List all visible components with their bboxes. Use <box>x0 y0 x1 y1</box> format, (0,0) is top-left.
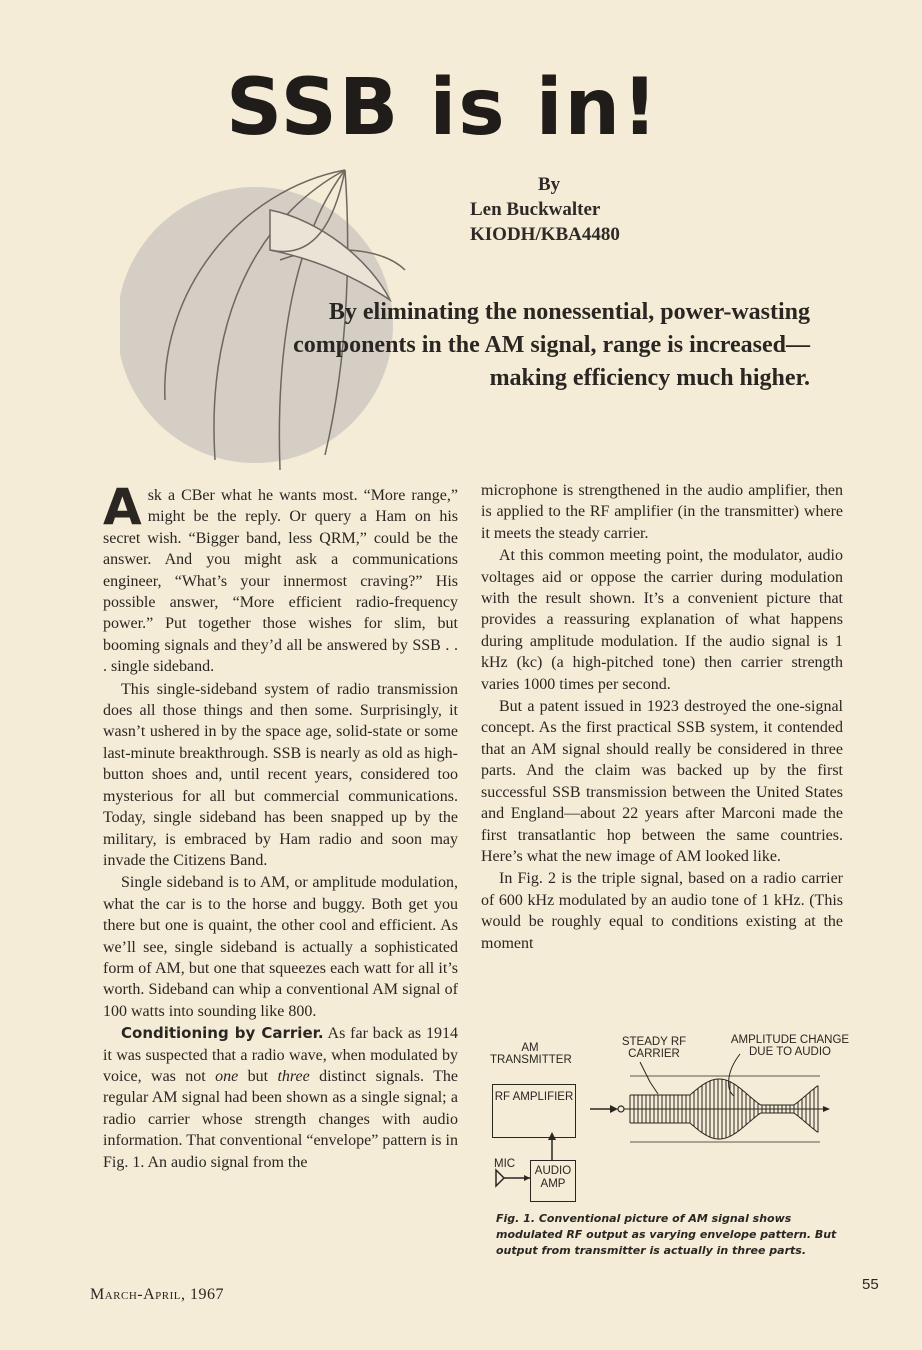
steady-rf-label: STEADY RF CARRIER <box>621 1036 687 1060</box>
am-transmitter-label: AM TRANSMITTER <box>490 1042 572 1066</box>
paragraph: At this common meeting point, the modulator, audio voltages aid or oppose the carrier during modulation with the result shown. It’s a convenient picture that provides a reassuring explanation of what happens during amplitude modulation. If the audio signal is 1 kHz (kc) (a high-pitched tone) then carrier strength varies 1000 times per second. <box>481 547 843 693</box>
am-envelope-waveform-icon <box>490 1032 850 1207</box>
paragraph: Ask a CBer what he wants most. “More range,” might be the reply. Or query a Ham on his secret wish. “Bigger band, less QRM,” could be the answer. And you might ask a communications engineer, “What’s your innermost craving?” His possible answer, “More efficient radio-frequency power.” Put together those wishes for slim, but booming signals and they’d all be answered by SSB . . . single sideband. <box>103 478 458 676</box>
paragraph: Conditioning by Carrier. As far back as 1914 it was suspected that a radio wave, when modulated by voice, was not one but three distinct signals. The regular AM signal had been shown as a single signal; a radio carrier whose strength changes with audio information. That conventional “envelope” pattern is in Fig. 1. An audio signal from the <box>103 1024 458 1171</box>
section-runin-heading: Conditioning by Carrier. <box>121 1024 324 1043</box>
body-column-right <box>481 480 843 955</box>
byline-by: By <box>538 174 561 195</box>
body-column-left <box>103 478 458 1174</box>
byline <box>470 172 730 247</box>
paragraph: Single sideband is to AM, or amplitude modulation, what the car is to the horse and buggy. Both get you there but one is quaint, the other cool and efficient. As we’ll see, single sideband is actually a sophisticated form of AM, but one that squeezes each watt for all it’s worth. Sideband can whip a conventional AM signal of 100 watts into sounding like 800. <box>103 874 458 1020</box>
paragraph: This single-sideband system of radio transmission does all those things and then some. Surprisingly, it wasn’t ushered in by the space age, solid-state or some last-minute breakthrough. SSB is nearly as old as high-button shoes and, until recent years, considered too mysterious for all but commercial communications. Today, single sideband has been snapped up by the military, is embraced by Ham radio and soon may invade the Citizens Band. <box>103 680 458 869</box>
byline-callsign: KIODH/KBA4480 <box>470 224 620 245</box>
rf-amplifier-box: RF AMPLIFIER <box>492 1084 576 1138</box>
issue-date: March-April, 1967 <box>90 1286 225 1303</box>
byline-author: Len Buckwalter <box>470 199 601 220</box>
figure-1-diagram <box>490 1032 850 1207</box>
paragraph: But a patent issued in 1923 destroyed the one-signal concept. As the first practical SSB system, it contended that an AM signal should really be considered in three parts. And the claim was backed up by the first successful SSB transmission between the United States and England—about 22 years after Marconi made the first transatlantic hop between the same countries. Here’s what the new image of AM looked like. <box>481 698 843 865</box>
drop-cap: A <box>103 478 142 536</box>
article-title: SSB is in! <box>226 63 660 153</box>
article-deck: By eliminating the nonessential, power-wasting components in the AM signal, range is increased—making efficiency much higher. <box>293 299 810 391</box>
audio-amp-box: AUDIO AMP <box>530 1160 576 1202</box>
figure-caption: Fig. 1. Conventional picture of AM signal shows modulated RF output as varying envelope pattern. But output from transmitter is actually in three parts. <box>496 1212 837 1257</box>
amplitude-change-label: AMPLITUDE CHANGE DUE TO AUDIO <box>730 1034 850 1058</box>
mic-label: MIC <box>494 1158 516 1170</box>
page-number: 55 <box>862 1276 879 1293</box>
paragraph: microphone is strengthened in the audio amplifier, then is applied to the RF amplifier (in the transmitter) where it meets the steady carrier. <box>481 482 843 542</box>
paragraph: In Fig. 2 is the triple signal, based on a radio carrier of 600 kHz modulated by an audio tone of 1 kHz. (This would be roughly equal to conditions existing at the moment <box>481 870 843 952</box>
